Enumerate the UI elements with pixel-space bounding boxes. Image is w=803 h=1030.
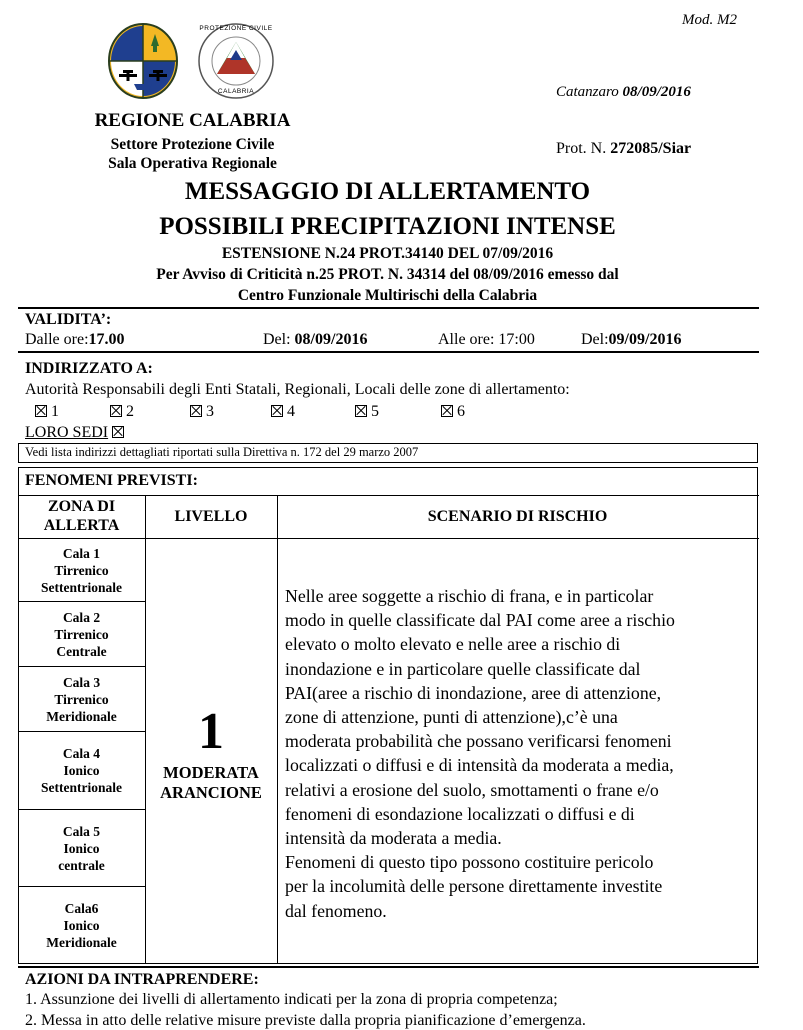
scenario-line: modo in quelle classificate dal PAI come aree a rischio: [285, 610, 675, 631]
zone-area: Ionico: [63, 918, 100, 933]
col-header-zone-line2: ALLERTA: [43, 517, 120, 534]
to-date-value: 09/09/2016: [608, 331, 682, 348]
divider-actions: [18, 966, 759, 968]
document-subtitle: POSSIBILI PRECIPITAZIONI INTENSE: [159, 213, 616, 240]
scenario-line: zone di attenzione, punti di attenzione),c’è una: [285, 707, 618, 728]
zone-area: Tirrenico: [54, 562, 109, 578]
zone-part: Settentrionale: [41, 780, 122, 795]
zone-checkbox-label: 2: [126, 403, 134, 420]
zone-checkbox-5[interactable]: [355, 403, 379, 421]
zone-area: Ionico: [63, 763, 100, 778]
checked-box-icon: [112, 426, 124, 438]
from-date-value: 08/09/2016: [294, 331, 368, 348]
checked-box-icon: [190, 405, 202, 417]
validity-from-hour: [25, 331, 125, 349]
col-divider-2: [277, 495, 278, 964]
zone-checkbox-4[interactable]: [271, 403, 295, 421]
scenario-line: elevato o molto elevato e nelle aree a rischio di: [285, 634, 621, 655]
protocol-number: [556, 140, 691, 158]
zone-name: Cala 1: [62, 545, 101, 561]
notice-line: Per Avviso di Criticità n.25 PROT. N. 34314 del 08/09/2016 emesso dal: [156, 266, 619, 283]
document-date: 08/09/2016: [622, 84, 691, 100]
action-item-2: 2. Messa in atto delle relative misure previste dalla propria pianificazione d’emergenza.: [25, 1012, 586, 1029]
from-hour-value: 17.00: [88, 331, 125, 348]
scenario-line: Nelle aree soggette a rischio di frana, e in particolar: [285, 586, 654, 606]
divider-top: [18, 307, 759, 309]
zone-row-cala-1: [18, 539, 145, 601]
col-header-scenario: SCENARIO DI RISCHIO: [427, 508, 608, 525]
loro-sedi-label: LORO SEDI: [25, 424, 109, 441]
extension-line: ESTENSIONE N.24 PROT.34140 DEL 07/09/2016: [221, 245, 554, 262]
loro-sedi-checkbox[interactable]: [25, 424, 128, 442]
from-hour-label: Dalle ore:: [25, 331, 89, 348]
zone-checkbox-label: 5: [371, 403, 379, 420]
place-date: [556, 84, 691, 101]
alert-level-number: 1: [198, 703, 224, 760]
scenario-line: inondazione e in particolare quelle classificate dal: [285, 658, 641, 679]
room-name: Sala Operativa Regionale: [108, 155, 277, 172]
scenario-line: PAI(aree a rischio di inondazione, aree di attenzione,: [285, 682, 662, 703]
zone-part: Meridionale: [46, 935, 117, 950]
validity-to-hour: Alle ore: 17:00: [438, 331, 535, 348]
document-title: MESSAGGIO DI ALLERTAMENTO: [184, 178, 591, 205]
action-item-1: 1. Assunzione dei livelli di allertamento indicati per la zona di propria competenza;: [25, 991, 558, 1008]
addresses-note: Vedi lista indirizzi dettagliati riportati sulla Direttiva n. 172 del 29 marzo 2007: [25, 445, 419, 459]
logo-text-top: PROTEZIONE CIVILE: [199, 25, 273, 32]
zone-row-cala-2: [18, 602, 145, 666]
zone-part: centrale: [58, 857, 105, 873]
validity-to-date: [581, 331, 681, 349]
col-header-zone-line1: ZONA DI: [47, 498, 116, 515]
validity-from-date: [263, 331, 367, 349]
protezione-civile-logo: [197, 22, 275, 100]
phenomena-label: FENOMENI PREVISTI:: [25, 472, 198, 489]
zone-part: Meridionale: [46, 708, 117, 724]
zone-area: Tirrenico: [54, 626, 109, 642]
col-header-zone: [18, 497, 145, 535]
scenario-line: per la incolumità delle persone direttamente investite: [285, 876, 663, 897]
protocol-prefix: Prot. N.: [556, 140, 611, 157]
scenario-line: relativi a erosione del suolo, smottamenti o frane e/o: [285, 779, 659, 800]
zone-name: Cala 3: [62, 674, 101, 690]
from-date-label: Del:: [263, 331, 295, 348]
zone-checkbox-2[interactable]: [110, 403, 134, 421]
zone-name: Cala6: [64, 901, 99, 916]
protocol-value: 272085/Siar: [610, 140, 692, 157]
to-date-label: Del:: [581, 331, 609, 348]
zone-checkbox-1[interactable]: [35, 403, 59, 421]
divider-validity: [18, 351, 759, 353]
zone-checkbox-label: 6: [457, 403, 465, 420]
sector-name: Settore Protezione Civile: [110, 136, 275, 153]
place-text: Catanzaro: [556, 84, 623, 100]
region-name: REGIONE CALABRIA: [94, 110, 291, 131]
zone-checkbox-label: 4: [287, 403, 295, 420]
zone-area: Ionico: [63, 840, 100, 856]
zone-row-cala-5: [18, 810, 145, 886]
regione-calabria-coat-of-arms: [107, 22, 179, 100]
center-line: Centro Funzionale Multirischi della Calabria: [237, 287, 538, 304]
alert-level-name-line1: MODERATA: [163, 763, 259, 782]
zone-row-cala-6: [18, 887, 145, 964]
checked-box-icon: [355, 405, 367, 417]
scenario-line: intensità da moderata a media.: [285, 828, 502, 849]
zone-row-cala-3: [18, 667, 145, 731]
actions-label: AZIONI DA INTRAPRENDERE:: [25, 971, 259, 988]
zone-checkbox-label: 3: [206, 403, 214, 420]
zone-row-cala-4: [18, 732, 145, 809]
alert-level-name-line2: ARANCIONE: [160, 783, 262, 802]
phenomena-header-top: [18, 495, 759, 496]
alert-level-name: [145, 763, 277, 803]
checked-box-icon: [271, 405, 283, 417]
checked-box-icon: [35, 405, 47, 417]
zone-name: Cala 4: [62, 746, 101, 761]
scenario-line: Fenomeni di questo tipo possono costituire pericolo: [285, 852, 654, 873]
zone-part: Settentrionale: [41, 579, 122, 595]
zone-part: Centrale: [56, 643, 107, 659]
addressed-label: INDIRIZZATO A:: [25, 360, 153, 377]
zone-area: Tirrenico: [54, 691, 109, 707]
risk-scenario-text: [285, 584, 755, 923]
checked-box-icon: [110, 405, 122, 417]
zone-name: Cala 5: [62, 823, 101, 839]
scenario-line: dal fenomeno.: [285, 900, 387, 921]
scenario-line: fenomeni di esondazione localizzati o diffusi e di: [285, 803, 635, 824]
zone-name: Cala 2: [62, 609, 101, 625]
col-header-level: LIVELLO: [174, 508, 248, 525]
scenario-line: localizzati o diffusi e di intensità da moderata a media,: [285, 755, 674, 776]
logo-text-bottom: CALABRIA: [217, 88, 255, 95]
validity-label: VALIDITA’:: [25, 311, 112, 328]
checked-box-icon: [441, 405, 453, 417]
scenario-line: moderata probabilità che possano verificarsi fenomeni: [285, 731, 672, 752]
zone-checkbox-label: 1: [51, 403, 59, 420]
zone-checkbox-6[interactable]: [441, 403, 465, 421]
zone-checkbox-3[interactable]: [190, 403, 214, 421]
addressed-text: Autorità Responsabili degli Enti Statali, Regionali, Locali delle zone di allertamento:: [25, 381, 570, 398]
model-label: Mod. M2: [682, 12, 737, 28]
